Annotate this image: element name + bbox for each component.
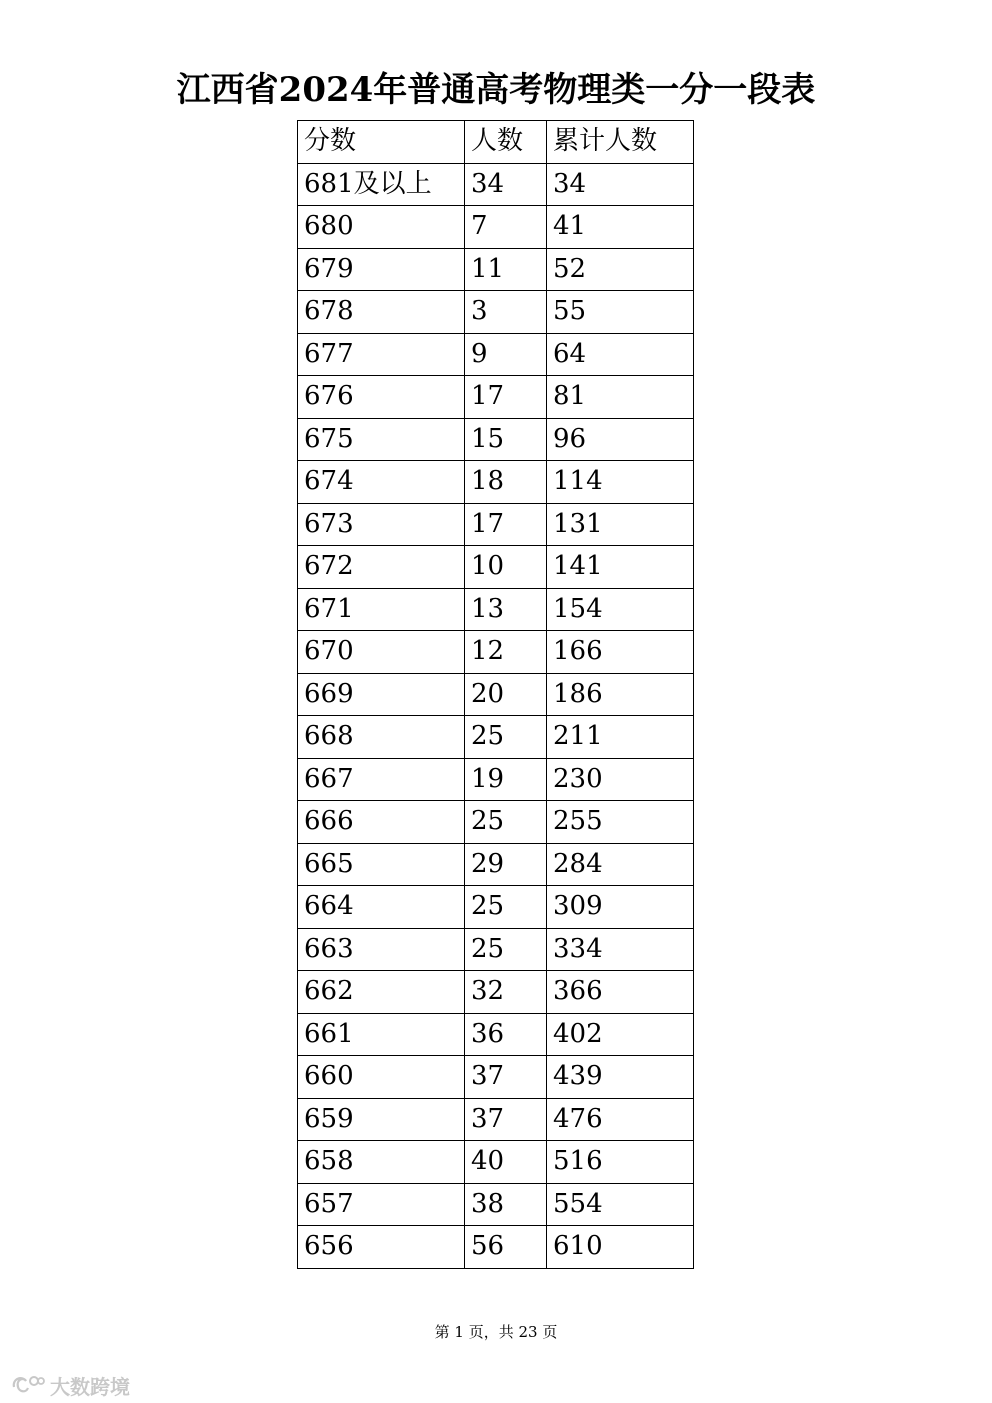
cell-score: 672 <box>298 546 465 589</box>
cell-count: 18 <box>465 461 547 504</box>
cell-cumulative: 284 <box>547 843 694 886</box>
cell-count: 19 <box>465 758 547 801</box>
cell-count: 25 <box>465 886 547 929</box>
cell-cumulative: 141 <box>547 546 694 589</box>
table-header-row <box>298 121 694 164</box>
cell-score: 658 <box>298 1141 465 1184</box>
cell-score: 671 <box>298 588 465 631</box>
table-row <box>298 418 694 461</box>
cell-cumulative: 114 <box>547 461 694 504</box>
cell-cumulative: 554 <box>547 1183 694 1226</box>
cell-count: 34 <box>465 163 547 206</box>
cell-score: 673 <box>298 503 465 546</box>
cell-score: 678 <box>298 291 465 334</box>
cell-score: 667 <box>298 758 465 801</box>
table-row <box>298 1141 694 1184</box>
table-row <box>298 248 694 291</box>
cell-count: 9 <box>465 333 547 376</box>
cell-score: 659 <box>298 1098 465 1141</box>
table-row <box>298 843 694 886</box>
cell-cumulative: 154 <box>547 588 694 631</box>
table-row <box>298 1226 694 1269</box>
cell-score: 680 <box>298 206 465 249</box>
table-row <box>298 928 694 971</box>
cell-score: 660 <box>298 1056 465 1099</box>
cell-score: 676 <box>298 376 465 419</box>
page-footer: 第 1 页，共 23 页 <box>434 1323 558 1341</box>
header-cumulative: 累计人数 <box>547 121 694 164</box>
cell-cumulative: 230 <box>547 758 694 801</box>
cell-cumulative: 516 <box>547 1141 694 1184</box>
cell-cumulative: 610 <box>547 1226 694 1269</box>
cell-count: 7 <box>465 206 547 249</box>
cell-cumulative: 34 <box>547 163 694 206</box>
cell-cumulative: 476 <box>547 1098 694 1141</box>
cell-cumulative: 64 <box>547 333 694 376</box>
cell-count: 56 <box>465 1226 547 1269</box>
cell-count: 20 <box>465 673 547 716</box>
cell-cumulative: 334 <box>547 928 694 971</box>
cell-count: 25 <box>465 716 547 759</box>
cell-count: 32 <box>465 971 547 1014</box>
cell-count: 15 <box>465 418 547 461</box>
cell-count: 37 <box>465 1098 547 1141</box>
cell-cumulative: 52 <box>547 248 694 291</box>
header-score: 分数 <box>298 121 465 164</box>
cell-score: 657 <box>298 1183 465 1226</box>
table-row <box>298 886 694 929</box>
watermark-text: 大数跨境 <box>50 1374 130 1399</box>
cell-cumulative: 366 <box>547 971 694 1014</box>
table-row <box>298 546 694 589</box>
cell-score: 675 <box>298 418 465 461</box>
table-row <box>298 801 694 844</box>
table-body <box>298 121 694 1269</box>
cell-count: 25 <box>465 928 547 971</box>
cell-cumulative: 439 <box>547 1056 694 1099</box>
score-table <box>297 120 694 1269</box>
table-row <box>298 461 694 504</box>
watermark <box>10 1371 130 1399</box>
cell-count: 29 <box>465 843 547 886</box>
cell-cumulative: 402 <box>547 1013 694 1056</box>
cell-cumulative: 309 <box>547 886 694 929</box>
cell-count: 13 <box>465 588 547 631</box>
cell-score: 665 <box>298 843 465 886</box>
table-row <box>298 1098 694 1141</box>
table-row <box>298 716 694 759</box>
table-row <box>298 206 694 249</box>
cell-score: 677 <box>298 333 465 376</box>
cell-score: 662 <box>298 971 465 1014</box>
table-row <box>298 1013 694 1056</box>
cell-score: 670 <box>298 631 465 674</box>
cell-cumulative: 166 <box>547 631 694 674</box>
cell-count: 10 <box>465 546 547 589</box>
cell-cumulative: 41 <box>547 206 694 249</box>
table-row <box>298 333 694 376</box>
cell-cumulative: 96 <box>547 418 694 461</box>
cell-cumulative: 55 <box>547 291 694 334</box>
cell-count: 25 <box>465 801 547 844</box>
cell-count: 17 <box>465 503 547 546</box>
cell-score: 661 <box>298 1013 465 1056</box>
header-count: 人数 <box>465 121 547 164</box>
cell-count: 37 <box>465 1056 547 1099</box>
cell-score: 664 <box>298 886 465 929</box>
table-row <box>298 631 694 674</box>
table-row <box>298 758 694 801</box>
table-row <box>298 376 694 419</box>
cell-cumulative: 186 <box>547 673 694 716</box>
cell-cumulative: 211 <box>547 716 694 759</box>
cell-count: 11 <box>465 248 547 291</box>
cell-count: 17 <box>465 376 547 419</box>
cell-score: 679 <box>298 248 465 291</box>
cell-cumulative: 255 <box>547 801 694 844</box>
cell-count: 12 <box>465 631 547 674</box>
cell-score: 674 <box>298 461 465 504</box>
table-row <box>298 1183 694 1226</box>
cell-cumulative: 81 <box>547 376 694 419</box>
cell-count: 36 <box>465 1013 547 1056</box>
cell-score: 668 <box>298 716 465 759</box>
cell-score: 656 <box>298 1226 465 1269</box>
cell-score: 681及以上 <box>298 163 465 206</box>
cell-score: 666 <box>298 801 465 844</box>
table-row <box>298 673 694 716</box>
table-row <box>298 503 694 546</box>
cell-cumulative: 131 <box>547 503 694 546</box>
table-row <box>298 588 694 631</box>
table-row <box>298 971 694 1014</box>
cell-score: 663 <box>298 928 465 971</box>
table-row <box>298 291 694 334</box>
cell-score: 669 <box>298 673 465 716</box>
logo-icon <box>10 1373 46 1397</box>
cell-count: 38 <box>465 1183 547 1226</box>
cell-count: 3 <box>465 291 547 334</box>
cell-count: 40 <box>465 1141 547 1184</box>
table-row <box>298 1056 694 1099</box>
table-row <box>298 163 694 206</box>
page-title: 江西省2024年普通高考物理类一分一段表 <box>176 70 816 110</box>
